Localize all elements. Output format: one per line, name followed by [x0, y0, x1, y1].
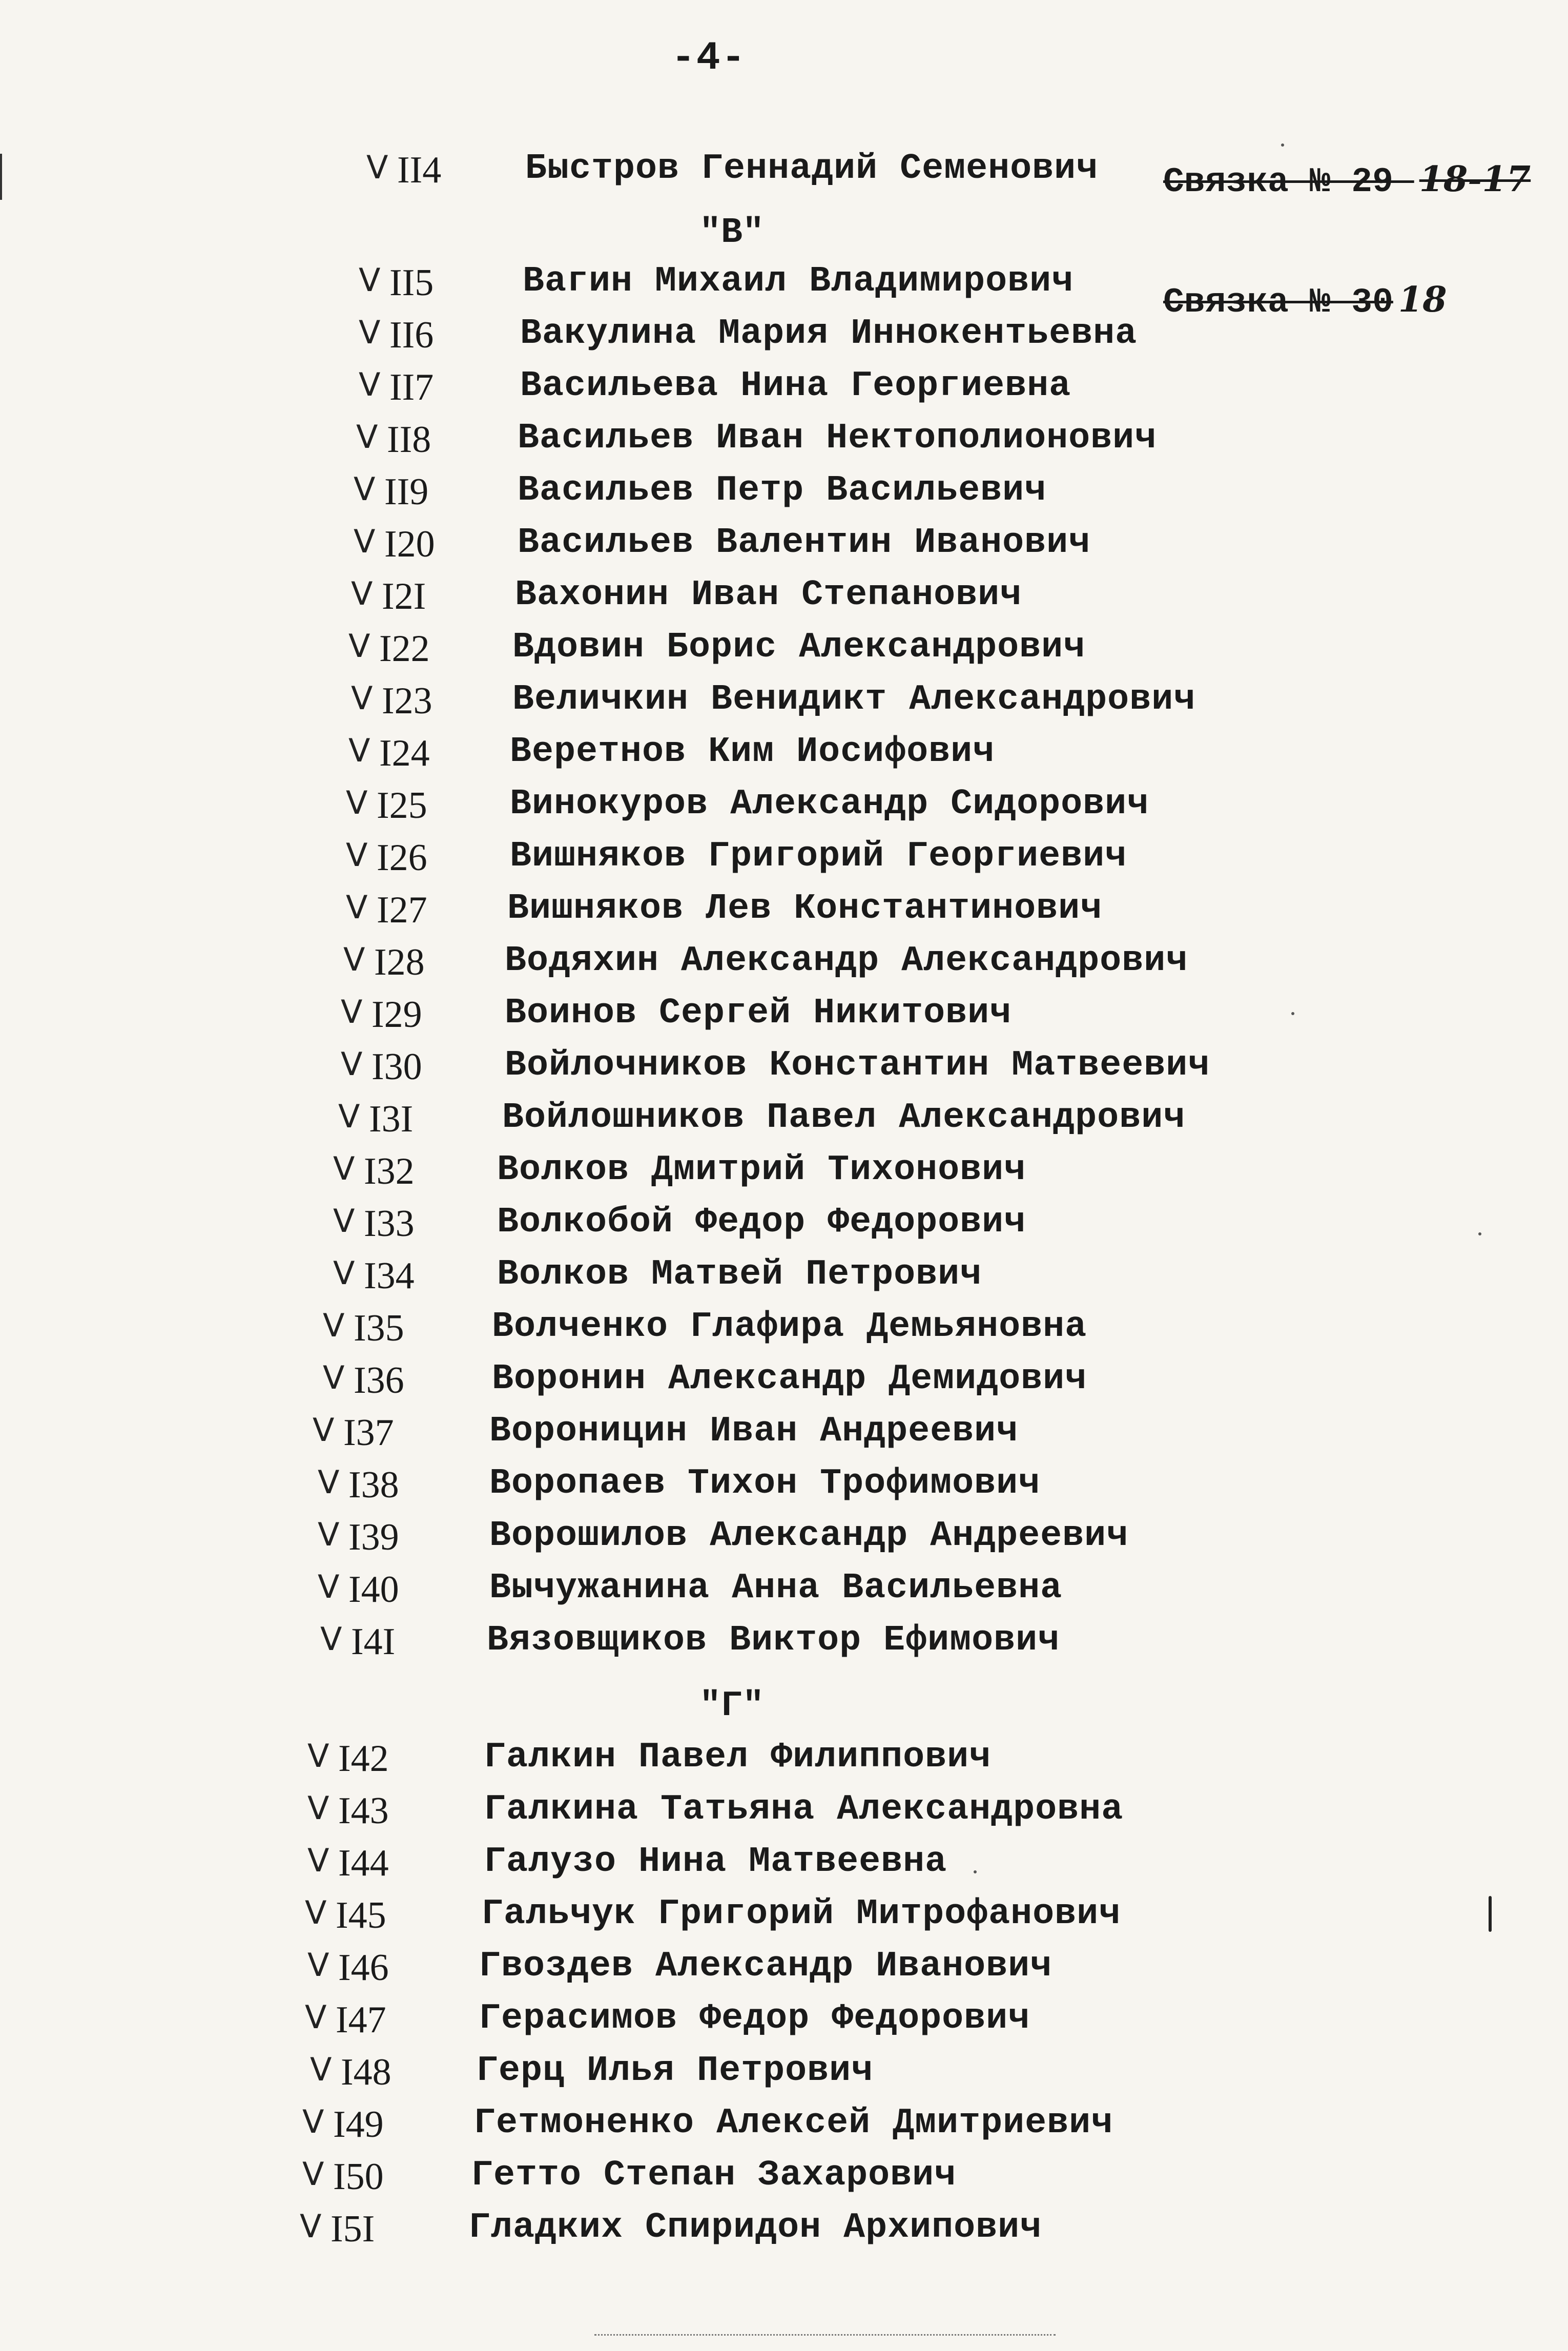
- entry-number: I44: [338, 1842, 389, 1884]
- entry-number: I49: [333, 2103, 384, 2146]
- bundle-note-29-text: Связка № 29: [1163, 162, 1414, 202]
- check-mark-icon: V: [307, 1737, 329, 1775]
- entry-number: I43: [338, 1790, 389, 1832]
- check-mark-icon: V: [307, 1789, 329, 1827]
- entry-name: Васильев Иван Нектополионович: [518, 418, 1157, 459]
- check-mark-icon: V: [341, 993, 363, 1030]
- entry-name: Гальчук Григорий Митрофанович: [482, 1894, 1121, 1934]
- check-mark-icon: V: [346, 784, 368, 821]
- entry-name: Вычужанина Анна Васильевна: [489, 1568, 1063, 1608]
- entry-number: I50: [333, 2156, 384, 2198]
- check-mark-icon: V: [305, 1894, 327, 1931]
- entry-number: I36: [354, 1359, 404, 1401]
- list-item: [359, 261, 1074, 307]
- check-mark-icon: V: [341, 1045, 363, 1083]
- list-item: [341, 993, 1012, 1039]
- scan-speck: [1478, 1232, 1481, 1235]
- list-item: [338, 1098, 1186, 1144]
- entry-number: I26: [377, 837, 427, 879]
- entry-number: I40: [348, 1569, 399, 1611]
- check-mark-icon: V: [356, 418, 378, 456]
- check-mark-icon: V: [366, 149, 388, 186]
- entry-name: Водяхин Александр Александрович: [505, 941, 1188, 981]
- entry-name: Волкобой Федор Федорович: [497, 1202, 1026, 1243]
- list-item: [300, 2208, 1042, 2254]
- check-mark-icon: V: [351, 575, 373, 612]
- entry-name: Вакулина Мария Иннокентьевна: [520, 314, 1138, 354]
- section-heading-g: "Г": [699, 1686, 765, 1726]
- check-mark-icon: V: [305, 1998, 327, 2036]
- entry-name: Воропаев Тихон Трофимович: [489, 1463, 1041, 1504]
- entry-name: Винокуров Александр Сидорович: [510, 784, 1149, 824]
- list-item: [307, 1789, 1124, 1836]
- margin-mark: [0, 154, 7, 200]
- page-number: -4-: [671, 36, 747, 81]
- list-item: [356, 418, 1157, 464]
- list-item: [305, 1998, 1030, 2045]
- entry-number: I22: [379, 628, 430, 670]
- entry-number: I47: [336, 1999, 386, 2041]
- check-mark-icon: V: [307, 1946, 329, 1984]
- entry-name: Вороницин Иван Андреевич: [489, 1411, 1019, 1452]
- check-mark-icon: V: [300, 2208, 322, 2245]
- entry-name: Веретнов Ким Иосифович: [510, 732, 995, 772]
- list-item: [348, 627, 1086, 673]
- list-item: [346, 784, 1149, 830]
- bundle-note-29: [1163, 159, 1531, 202]
- entry-number: I38: [348, 1464, 399, 1506]
- entry-name: Вишняков Григорий Георгиевич: [510, 836, 1127, 877]
- entry-number: I35: [354, 1307, 404, 1349]
- entry-number: I4I: [351, 1621, 396, 1663]
- list-item: [302, 2103, 1113, 2149]
- entry-number: I46: [338, 1947, 389, 1989]
- entry-name: Воронин Александр Демидович: [492, 1359, 1087, 1399]
- entry-name: Вязовщиков Виктор Ефимович: [487, 1620, 1060, 1661]
- entry-name: Гетмоненко Алексей Дмитриевич: [474, 2103, 1113, 2143]
- entry-number: I33: [364, 1203, 415, 1245]
- entry-number: II5: [389, 262, 434, 304]
- list-item: [307, 1946, 1053, 1992]
- list-item: [302, 2155, 957, 2201]
- list-item: [307, 1842, 947, 1888]
- entry-name: Величкин Венидикт Александрович: [512, 679, 1196, 720]
- check-mark-icon: V: [351, 679, 373, 717]
- list-item: [346, 836, 1127, 882]
- list-item: [310, 2051, 874, 2097]
- check-mark-icon: V: [310, 2051, 332, 2088]
- list-item: [318, 1516, 1129, 1562]
- list-item: [323, 1359, 1087, 1405]
- scan-speck: [1291, 1012, 1294, 1015]
- entry-name: Волченко Глафира Демьяновна: [492, 1307, 1087, 1347]
- entry-number: I28: [374, 941, 425, 983]
- entry-number: I45: [336, 1894, 386, 1936]
- entry-name: Войлошников Павел Александрович: [502, 1098, 1186, 1138]
- entry-name: Быстров Геннадий Семенович: [525, 149, 1099, 189]
- bottom-edge-rule: [594, 2334, 1056, 2336]
- entry-number: I5I: [331, 2208, 375, 2250]
- check-mark-icon: V: [348, 732, 370, 769]
- entry-name: Герц Илья Петрович: [477, 2051, 874, 2091]
- check-mark-icon: V: [354, 470, 376, 508]
- list-item: [343, 941, 1188, 987]
- scan-speck: [974, 1870, 977, 1873]
- check-mark-icon: V: [333, 1150, 355, 1187]
- entry-name: Васильев Петр Васильевич: [518, 470, 1047, 511]
- entry-name: Вахонин Иван Степанович: [515, 575, 1022, 615]
- list-item: [341, 1045, 1210, 1091]
- check-mark-icon: V: [318, 1568, 340, 1605]
- list-item: [320, 1620, 1060, 1666]
- entry-number: I3I: [369, 1098, 414, 1140]
- check-mark-icon: V: [338, 1098, 360, 1135]
- entry-number: I37: [343, 1412, 394, 1454]
- entry-name: Ворошилов Александр Андреевич: [489, 1516, 1129, 1556]
- stray-pen-mark: [1489, 1896, 1492, 1932]
- entry-number: I42: [338, 1738, 389, 1780]
- list-item: [359, 314, 1138, 360]
- entry-number: I23: [382, 680, 432, 722]
- entry-number: I2I: [382, 575, 426, 617]
- check-mark-icon: V: [333, 1202, 355, 1240]
- entry-name: Вагин Михаил Владимирович: [523, 261, 1074, 302]
- list-item: [346, 889, 1103, 935]
- list-item: [333, 1202, 1026, 1248]
- check-mark-icon: V: [343, 941, 365, 978]
- bundle-note-30-handwritten: 18: [1398, 279, 1447, 320]
- list-item: [318, 1568, 1063, 1614]
- check-mark-icon: V: [302, 2155, 324, 2193]
- check-mark-icon: V: [354, 523, 376, 560]
- entry-number: I25: [377, 785, 427, 827]
- list-item: [351, 575, 1022, 621]
- entry-number: I30: [372, 1046, 422, 1088]
- entry-name: Галузо Нина Матвеевна: [484, 1842, 947, 1882]
- entry-name: Волков Дмитрий Тихонович: [497, 1150, 1026, 1190]
- check-mark-icon: V: [359, 366, 381, 403]
- entry-number: II4: [397, 149, 442, 191]
- entry-name: Васильева Нина Георгиевна: [520, 366, 1071, 406]
- entry-number: II8: [387, 419, 431, 461]
- bundle-note-30-text: Связка № 30: [1163, 283, 1393, 322]
- entry-number: I48: [341, 2051, 391, 2093]
- entry-name: Васильев Валентин Иванович: [518, 523, 1091, 563]
- entry-number: II9: [384, 471, 429, 513]
- entry-number: I32: [364, 1150, 415, 1192]
- check-mark-icon: V: [307, 1842, 329, 1879]
- entry-name: Гетто Степан Захарович: [471, 2155, 957, 2196]
- check-mark-icon: V: [318, 1463, 340, 1501]
- bundle-note-30: [1163, 279, 1447, 322]
- check-mark-icon: V: [333, 1254, 355, 1292]
- list-item: [323, 1307, 1087, 1353]
- list-item: [318, 1463, 1041, 1510]
- list-item: [348, 732, 995, 778]
- entry-number: II7: [389, 366, 434, 408]
- entry-number: I39: [348, 1516, 399, 1558]
- check-mark-icon: V: [318, 1516, 340, 1553]
- bundle-note-29-handwritten: 18-17: [1419, 159, 1531, 200]
- check-mark-icon: V: [346, 889, 368, 926]
- entry-name: Гвоздев Александр Иванович: [479, 1946, 1053, 1987]
- entry-number: I27: [377, 889, 427, 931]
- entry-number: I24: [379, 732, 430, 774]
- check-mark-icon: V: [320, 1620, 342, 1658]
- entry-number: I34: [364, 1255, 415, 1297]
- list-item: [354, 523, 1091, 569]
- entry-number: I20: [384, 523, 435, 565]
- list-item: [366, 149, 1099, 195]
- entry-number: I29: [372, 994, 422, 1036]
- list-item: [307, 1737, 992, 1783]
- check-mark-icon: V: [313, 1411, 335, 1449]
- entry-name: Воинов Сергей Никитович: [505, 993, 1012, 1034]
- check-mark-icon: V: [323, 1359, 345, 1396]
- entry-name: Вишняков Лев Константинович: [507, 889, 1103, 929]
- check-mark-icon: V: [346, 836, 368, 874]
- check-mark-icon: V: [359, 314, 381, 351]
- list-item: [351, 679, 1196, 726]
- entry-name: Вдовин Борис Александрович: [512, 627, 1086, 668]
- entry-name: Галкин Павел Филиппович: [484, 1737, 992, 1778]
- entry-name: Войлочников Константин Матвеевич: [505, 1045, 1210, 1086]
- list-item: [354, 470, 1047, 517]
- check-mark-icon: V: [348, 627, 370, 665]
- scan-speck: [1281, 143, 1284, 147]
- list-item: [333, 1150, 1026, 1196]
- check-mark-icon: V: [302, 2103, 324, 2140]
- entry-name: Волков Матвей Петрович: [497, 1254, 982, 1295]
- section-heading-v: "В": [699, 213, 765, 253]
- list-item: [313, 1411, 1019, 1457]
- list-item: [333, 1254, 982, 1301]
- entry-name: Герасимов Федор Федорович: [479, 1998, 1030, 2039]
- check-mark-icon: V: [323, 1307, 345, 1344]
- entry-number: II6: [389, 314, 434, 356]
- entry-name: Гладких Спиридон Архипович: [469, 2208, 1042, 2248]
- list-item: [359, 366, 1071, 412]
- list-item: [305, 1894, 1121, 1940]
- entry-name: Галкина Татьяна Александровна: [484, 1789, 1124, 1830]
- check-mark-icon: V: [359, 261, 381, 299]
